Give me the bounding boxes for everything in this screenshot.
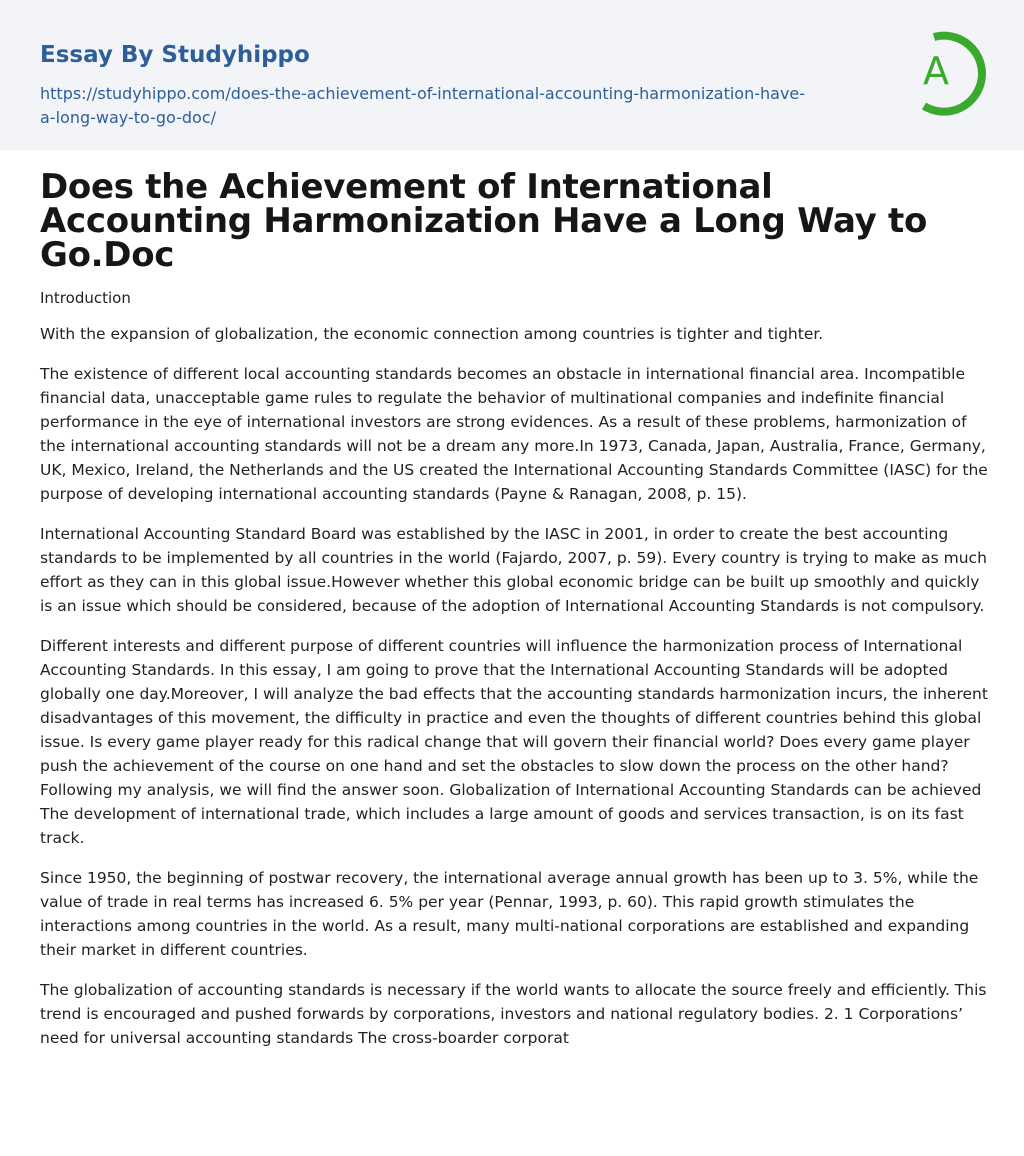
essay-paragraph: Since 1950, the beginning of postwar recovery, the international average annual growth has been up to 3. 5%, while the value of trade in real terms has increased 6. 5% per year (Pennar, 1993, p. 60). This rapid growth stimulates the interactions among countries in the world. As a result, many multi-national corporations are established and expanding their market in different countries. — [40, 869, 979, 959]
studyhippo-logo-icon[interactable] — [910, 28, 986, 118]
section-heading: Introduction — [40, 289, 131, 307]
site-header — [0, 0, 1024, 150]
essay-paragraph: Different interests and different purpose of different countries will influence the harmonization process of International Accounting Standards. In this essay, I am going to prove that the International Accounting Standards will be adopted globally one day.Moreover, I will analyze the bad effects that the accounting standards harmonization incurs, the inherent disadvantages of this movement, the difficulty in practice and even the thoughts of different countries behind this global issue. Is every game player ready for this radical change that will govern their financial world? Does every game player push the achievement of the course on one hand and set the obstacles to slow down the process on the other hand? Following my analysis, we will find the answer soon. Globalization of International Accounting Standards can be achieved The development of international trade, which includes a large amount of goods and services transaction, is on its fast track. — [40, 637, 988, 847]
source-url-link[interactable]: https://studyhippo.com/does-the-achievement-of-international-accounting-harmonization-have-a-long-way-to-go-doc/ — [40, 84, 806, 127]
brand-title[interactable]: Essay By Studyhippo — [40, 42, 310, 68]
essay-paragraph: The globalization of accounting standards is necessary if the world wants to allocate the source freely and efficiently. This trend is encouraged and pushed forwards by corporations, investors and national regulatory bodies. 2. 1 Corporations’ need for universal accounting standards The cross-boarder corporat — [40, 981, 987, 1047]
essay-paragraph: International Accounting Standard Board was established by the IASC in 2001, in order to create the best accounting standards to be implemented by all countries in the world (Fajardo, 2007, p. 59). Every country is trying to make as much effort as they can in this global issue.However whether this global economic bridge can be built up smoothly and quickly is an issue which should be considered, because of the adoption of International Accounting Standards is not compulsory. — [40, 525, 987, 615]
page-title: Does the Achievement of International Accounting Harmonization Have a Long Way to Go.Doc — [40, 167, 928, 275]
logo-letter: A — [923, 49, 949, 93]
essay-content — [0, 150, 1024, 1050]
essay-paragraph: With the expansion of globalization, the economic connection among countries is tighter and tighter. — [40, 325, 824, 343]
essay-paragraph: The existence of different local accounting standards becomes an obstacle in international financial area. Incompatible financial data, unacceptable game rules to regulate the behavior of multinational companies and indefinite financial performance in the eye of international investors are strong evidences. As a result of these problems, harmonization of the international accounting standards will not be a dream any more.In 1973, Canada, Japan, Australia, France, Germany, UK, Mexico, Ireland, the Netherlands and the US created the International Accounting Standards Committee (IASC) for the purpose of developing international accounting standards (Payne & Ranagan, 2008, p. 15). — [40, 365, 988, 503]
